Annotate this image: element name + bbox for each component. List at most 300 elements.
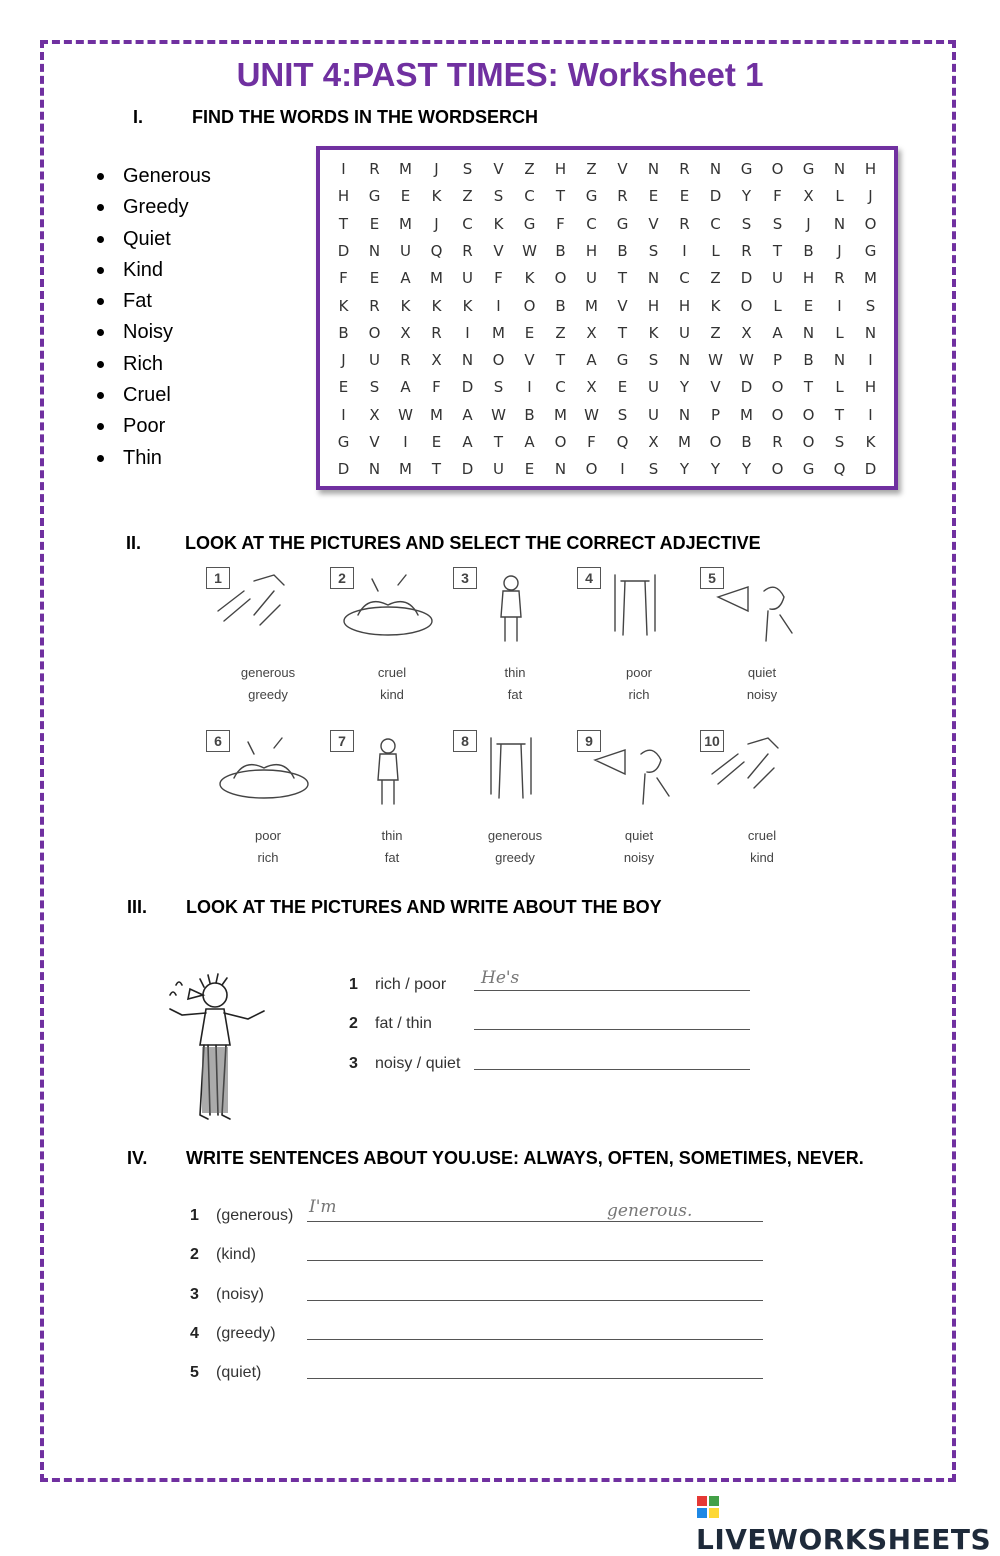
wordsearch-letter[interactable]: X: [400, 323, 411, 342]
wordsearch-letter[interactable]: O: [802, 405, 815, 424]
wordsearch-letter[interactable]: N: [368, 460, 381, 479]
wordsearch-letter[interactable]: B: [524, 405, 535, 424]
wordsearch-letter[interactable]: X: [803, 187, 814, 206]
wordsearch-letter[interactable]: Z: [710, 269, 721, 288]
wordsearch-letter[interactable]: F: [773, 187, 782, 206]
item-text: (noisy): [216, 1286, 265, 1303]
wordsearch-letter[interactable]: E: [617, 378, 628, 397]
wordsearch-letter[interactable]: T: [772, 241, 783, 260]
adjective-option[interactable]: rich: [628, 687, 650, 702]
wordsearch-letter[interactable]: R: [772, 433, 783, 451]
wordsearch-letter[interactable]: J: [341, 351, 346, 370]
wordsearch-letter[interactable]: T: [338, 214, 349, 233]
wordsearch-letter[interactable]: O: [368, 323, 381, 342]
answer-line[interactable]: [307, 1378, 763, 1379]
wordsearch-letter[interactable]: V: [617, 160, 628, 178]
wordsearch-row: [328, 347, 886, 374]
wordsearch-letter[interactable]: H: [647, 296, 660, 315]
wordsearch-letter[interactable]: F: [339, 269, 348, 288]
wordsearch-letter[interactable]: O: [740, 296, 753, 315]
worksheet-title: UNIT 4:PAST TIMES: Worksheet 1: [236, 56, 764, 93]
boy-illustration: [160, 965, 270, 1137]
wordsearch-letter[interactable]: I: [496, 296, 501, 315]
wordsearch-letter[interactable]: J: [837, 241, 842, 260]
wordsearch-letter[interactable]: A: [462, 433, 473, 451]
you-item-label: [190, 1246, 256, 1264]
section-number: IV.: [127, 1148, 148, 1168]
adjective-option[interactable]: noisy: [746, 687, 778, 702]
wordsearch-letter[interactable]: Y: [679, 460, 690, 479]
wordsearch-letter[interactable]: M: [430, 405, 443, 424]
section-number: III.: [127, 897, 148, 917]
wordsearch-row: [328, 320, 886, 347]
wordsearch-letter[interactable]: X: [741, 323, 752, 342]
wordsearch-letter[interactable]: B: [617, 241, 628, 260]
wordsearch-letter[interactable]: O: [802, 433, 815, 451]
wordsearch-letter[interactable]: N: [678, 351, 691, 370]
wordsearch-letter[interactable]: I: [403, 433, 408, 451]
wordsearch-grid[interactable]: [316, 146, 898, 490]
wordsearch-letter[interactable]: A: [524, 433, 535, 451]
wordsearch-row: [328, 402, 886, 429]
wordsearch-letter[interactable]: N: [802, 323, 815, 342]
wordsearch-letter[interactable]: X: [648, 433, 659, 451]
wordsearch-letter[interactable]: N: [647, 160, 660, 178]
wordsearch-letter[interactable]: B: [803, 241, 814, 260]
wordsearch-letter[interactable]: A: [586, 351, 597, 370]
wordsearch-letter[interactable]: D: [337, 460, 350, 479]
wordsearch-letter[interactable]: R: [679, 160, 690, 178]
section-text: FIND THE WORDS IN THE WORDSERCH: [192, 107, 538, 127]
wordsearch-letter[interactable]: X: [586, 378, 597, 397]
answer-line[interactable]: [474, 1069, 750, 1070]
wordsearch-letter[interactable]: K: [338, 296, 349, 315]
word-item: Quiet: [95, 225, 211, 256]
wordsearch-letter[interactable]: Z: [710, 323, 721, 342]
wordsearch-letter[interactable]: Z: [462, 187, 473, 206]
wordsearch-letter[interactable]: V: [524, 351, 535, 370]
wordsearch-letter[interactable]: H: [585, 241, 598, 260]
adjective-option[interactable]: noisy: [623, 850, 655, 865]
wordsearch-letter[interactable]: M: [399, 460, 412, 479]
word-item: Fat: [95, 287, 211, 318]
wordsearch-letter[interactable]: V: [369, 433, 380, 451]
wordsearch-letter[interactable]: V: [493, 160, 504, 178]
wordsearch-letter[interactable]: S: [493, 378, 504, 397]
wordsearch-letter[interactable]: U: [648, 378, 659, 397]
wordsearch-letter[interactable]: D: [461, 378, 474, 397]
wordsearch-letter[interactable]: K: [431, 296, 442, 315]
item-text: (generous): [216, 1207, 294, 1224]
item-text: fat / thin: [375, 1015, 432, 1032]
wordsearch-letter[interactable]: D: [864, 460, 877, 479]
wordsearch-letter[interactable]: A: [462, 405, 473, 424]
wordsearch-letter[interactable]: I: [341, 405, 346, 424]
section-number: II.: [126, 533, 142, 553]
wordsearch-letter[interactable]: S: [369, 378, 380, 397]
wordsearch-letter[interactable]: K: [648, 323, 659, 342]
wordsearch-letter[interactable]: A: [400, 269, 411, 288]
adjective-option[interactable]: greedy: [248, 687, 288, 702]
wordsearch-letter[interactable]: H: [864, 160, 877, 178]
wordsearch-letter[interactable]: L: [711, 241, 720, 260]
picture-number: 3: [453, 567, 477, 589]
wordsearch-letter[interactable]: O: [554, 269, 567, 288]
wordsearch-letter[interactable]: V: [710, 378, 721, 397]
wordsearch-letter[interactable]: L: [835, 187, 844, 206]
wordsearch-letter[interactable]: U: [462, 269, 473, 288]
wordsearch-letter[interactable]: S: [772, 214, 783, 233]
wordsearch-letter[interactable]: G: [337, 433, 350, 451]
answer-line[interactable]: [307, 1300, 763, 1301]
wordsearch-letter[interactable]: S: [648, 241, 659, 260]
wordsearch-letter[interactable]: U: [772, 269, 783, 288]
wordsearch-letter[interactable]: S: [617, 405, 628, 424]
wordsearch-letter[interactable]: T: [617, 323, 628, 342]
wordsearch-letter[interactable]: L: [835, 323, 844, 342]
wordsearch-letter[interactable]: E: [400, 187, 411, 206]
item-text: (quiet): [216, 1364, 262, 1381]
wordsearch-letter[interactable]: Y: [710, 460, 721, 479]
wordsearch-letter[interactable]: T: [803, 378, 814, 397]
wordsearch-letter[interactable]: K: [865, 433, 876, 451]
wordsearch-letter[interactable]: W: [739, 351, 754, 370]
section-text: WRITE SENTENCES ABOUT YOU.USE: ALWAYS, OFTEN, SOMETIMES, NEVER.: [186, 1148, 864, 1168]
you-item-label: [190, 1364, 261, 1382]
wordsearch-letter[interactable]: H: [337, 187, 350, 206]
wordsearch-letter[interactable]: G: [616, 351, 629, 370]
adjective-option[interactable]: quiet: [747, 665, 777, 680]
wordsearch-letter[interactable]: S: [493, 187, 504, 206]
wordsearch-letter[interactable]: E: [524, 460, 535, 479]
adjective-option[interactable]: fat: [384, 850, 400, 865]
wordsearch-letter[interactable]: S: [741, 214, 752, 233]
wordsearch-letter[interactable]: S: [834, 433, 845, 451]
adjective-option[interactable]: generous: [240, 665, 296, 680]
word-list: [95, 162, 211, 475]
wordsearch-letter[interactable]: B: [555, 241, 566, 260]
wordsearch-letter[interactable]: O: [492, 351, 505, 370]
wordsearch-letter[interactable]: H: [678, 296, 691, 315]
wordsearch-letter[interactable]: E: [369, 214, 380, 233]
word-item: Noisy: [95, 318, 211, 349]
picture-number: 6: [206, 730, 230, 752]
wordsearch-letter[interactable]: A: [772, 323, 783, 342]
wordsearch-letter[interactable]: B: [803, 351, 814, 370]
answer-line[interactable]: [307, 1221, 763, 1222]
answer-line[interactable]: [307, 1339, 763, 1340]
wordsearch-letter[interactable]: K: [710, 296, 721, 315]
item-text: (greedy): [216, 1325, 276, 1342]
wordsearch-letter[interactable]: Z: [586, 160, 597, 178]
wordsearch-letter[interactable]: D: [337, 241, 350, 260]
wordsearch-letter[interactable]: T: [617, 269, 628, 288]
picture-number: 10: [700, 730, 724, 752]
wordsearch-letter[interactable]: Z: [524, 160, 535, 178]
wordsearch-letter[interactable]: G: [802, 160, 815, 178]
adjective-option[interactable]: poor: [254, 828, 282, 843]
wordsearch-letter[interactable]: O: [554, 433, 567, 451]
adjective-option[interactable]: cruel: [747, 828, 777, 843]
wordsearch-letter[interactable]: R: [400, 351, 411, 370]
wordsearch-letter[interactable]: E: [338, 378, 349, 397]
adjective-option[interactable]: cruel: [377, 665, 407, 680]
word-item: Rich: [95, 350, 211, 381]
wordsearch-letter[interactable]: D: [709, 187, 722, 206]
item-text: noisy / quiet: [375, 1055, 461, 1072]
wordsearch-letter[interactable]: W: [491, 405, 506, 424]
wordsearch-letter[interactable]: I: [341, 160, 346, 178]
wordsearch-letter[interactable]: E: [803, 296, 814, 315]
wordsearch-letter[interactable]: H: [864, 378, 877, 397]
wordsearch-letter[interactable]: J: [434, 160, 439, 178]
wordsearch-letter[interactable]: U: [648, 405, 659, 424]
wordsearch-letter[interactable]: O: [771, 160, 784, 178]
wordsearch-letter[interactable]: O: [864, 214, 877, 233]
wordsearch-letter[interactable]: O: [709, 433, 722, 451]
wordsearch-letter[interactable]: O: [771, 460, 784, 479]
wordsearch-letter[interactable]: R: [741, 241, 752, 260]
wordsearch-letter[interactable]: C: [586, 214, 597, 233]
wordsearch-letter[interactable]: Y: [741, 187, 752, 206]
wordsearch-letter[interactable]: H: [802, 269, 815, 288]
wordsearch-letter[interactable]: B: [555, 296, 566, 315]
wordsearch-letter[interactable]: E: [648, 187, 659, 206]
wordsearch-letter[interactable]: M: [399, 214, 412, 233]
wordsearch-letter[interactable]: M: [585, 296, 598, 315]
item-number: 3: [349, 1055, 358, 1072]
wordsearch-letter[interactable]: H: [554, 160, 567, 178]
wordsearch-letter[interactable]: R: [834, 269, 845, 288]
wordsearch-letter[interactable]: N: [461, 351, 474, 370]
wordsearch-letter[interactable]: X: [431, 351, 442, 370]
answer-line[interactable]: [474, 990, 750, 991]
wordsearch-letter[interactable]: P: [710, 405, 721, 424]
wordsearch-letter[interactable]: R: [617, 187, 628, 206]
wordsearch-letter[interactable]: Q: [430, 241, 443, 260]
wordsearch-letter[interactable]: R: [679, 214, 690, 233]
wordsearch-letter[interactable]: F: [587, 433, 596, 451]
wordsearch-letter[interactable]: I: [620, 460, 625, 479]
picture-number: 5: [700, 567, 724, 589]
wordsearch-letter[interactable]: Q: [616, 433, 629, 451]
wordsearch-row: [328, 183, 886, 210]
wordsearch-letter[interactable]: N: [833, 351, 846, 370]
adjective-option[interactable]: fat: [507, 687, 523, 702]
wordsearch-letter[interactable]: K: [462, 296, 473, 315]
wordsearch-letter[interactable]: F: [432, 378, 441, 397]
wordsearch-letter[interactable]: N: [709, 160, 722, 178]
picture-number: 2: [330, 567, 354, 589]
wordsearch-letter[interactable]: U: [400, 241, 411, 260]
wordsearch-letter[interactable]: W: [708, 351, 723, 370]
wordsearch-letter[interactable]: N: [368, 241, 381, 260]
wordsearch-letter[interactable]: V: [648, 214, 659, 233]
wordsearch-letter[interactable]: B: [338, 323, 349, 342]
wordsearch-letter[interactable]: S: [648, 460, 659, 479]
wordsearch-letter[interactable]: G: [864, 241, 877, 260]
wordsearch-letter[interactable]: B: [741, 433, 752, 451]
wordsearch-letter[interactable]: U: [586, 269, 597, 288]
wordsearch-row: [328, 456, 886, 483]
item-number: 4: [190, 1325, 199, 1342]
wordsearch-letter[interactable]: S: [648, 351, 659, 370]
wordsearch-letter[interactable]: D: [740, 269, 753, 288]
logo-icon: [696, 1495, 720, 1519]
wordsearch-letter[interactable]: J: [434, 214, 439, 233]
wordsearch-letter[interactable]: K: [493, 214, 504, 233]
wordsearch-letter[interactable]: C: [679, 269, 690, 288]
wordsearch-letter[interactable]: C: [710, 214, 721, 233]
wordsearch-letter[interactable]: E: [369, 269, 380, 288]
wordsearch-letter[interactable]: U: [679, 323, 690, 342]
adjective-option[interactable]: rich: [257, 850, 279, 865]
adjective-option[interactable]: quiet: [624, 828, 654, 843]
wordsearch-letter[interactable]: T: [493, 433, 504, 451]
wordsearch-letter[interactable]: Z: [555, 323, 566, 342]
wordsearch-letter[interactable]: V: [493, 241, 504, 260]
wordsearch-letter[interactable]: U: [369, 351, 380, 370]
wordsearch-row: [328, 238, 886, 265]
wordsearch-letter[interactable]: I: [868, 351, 873, 370]
wordsearch-letter[interactable]: N: [833, 160, 846, 178]
picture-number: 9: [577, 730, 601, 752]
answer-text: I'm: [309, 1197, 337, 1217]
wordsearch-letter[interactable]: R: [462, 241, 473, 260]
item-number: 5: [190, 1364, 199, 1381]
wordsearch-letter[interactable]: Q: [833, 460, 846, 479]
wordsearch-letter[interactable]: C: [462, 214, 473, 233]
wordsearch-letter[interactable]: F: [494, 269, 503, 288]
wordsearch-row: [328, 265, 886, 292]
wordsearch-letter[interactable]: G: [585, 187, 598, 206]
wordsearch-row: [328, 156, 886, 183]
adjective-option[interactable]: poor: [625, 665, 653, 680]
adjective-option[interactable]: kind: [380, 687, 404, 702]
wordsearch-letter[interactable]: I: [837, 296, 842, 315]
section-text: LOOK AT THE PICTURES AND SELECT THE CORRECT ADJECTIVE: [185, 533, 761, 553]
wordsearch-letter[interactable]: W: [584, 405, 599, 424]
wordsearch-letter[interactable]: K: [431, 187, 442, 206]
wordsearch-row: [328, 429, 886, 456]
wordsearch-letter[interactable]: V: [617, 296, 628, 315]
wordsearch-letter[interactable]: E: [431, 433, 442, 451]
logo-text: LIVEWORKSHEETS: [696, 1523, 992, 1556]
wordsearch-letter[interactable]: G: [740, 160, 753, 178]
adjective-option[interactable]: greedy: [495, 850, 535, 865]
wordsearch-letter[interactable]: T: [834, 405, 845, 424]
wordsearch-letter[interactable]: P: [772, 351, 783, 370]
wordsearch-letter[interactable]: M: [430, 269, 443, 288]
wordsearch-letter[interactable]: G: [802, 460, 815, 479]
wordsearch-letter[interactable]: U: [493, 460, 504, 479]
wordsearch-letter[interactable]: M: [399, 160, 412, 178]
answer-text: generous.: [607, 1201, 693, 1221]
wordsearch-letter[interactable]: O: [523, 296, 536, 315]
boy-item-label: [349, 976, 446, 994]
wordsearch-letter[interactable]: S: [865, 296, 876, 315]
wordsearch-row: [328, 293, 886, 320]
wordsearch-letter[interactable]: W: [398, 405, 413, 424]
wordsearch-letter[interactable]: M: [678, 433, 691, 451]
item-number: 1: [349, 976, 358, 993]
wordsearch-letter[interactable]: M: [864, 269, 877, 288]
wordsearch-letter[interactable]: N: [647, 269, 660, 288]
wordsearch-letter[interactable]: D: [740, 378, 753, 397]
wordsearch-letter[interactable]: N: [554, 460, 567, 479]
wordsearch-letter[interactable]: N: [833, 214, 846, 233]
wordsearch-letter[interactable]: M: [740, 405, 753, 424]
wordsearch-letter[interactable]: L: [773, 296, 782, 315]
adjective-option[interactable]: thin: [381, 828, 403, 843]
wordsearch-letter[interactable]: N: [678, 405, 691, 424]
wordsearch-letter[interactable]: R: [369, 160, 380, 178]
wordsearch-letter[interactable]: I: [527, 378, 532, 397]
wordsearch-letter[interactable]: T: [555, 187, 566, 206]
wordsearch-letter[interactable]: E: [679, 187, 690, 206]
word-item: Cruel: [95, 381, 211, 412]
wordsearch-letter[interactable]: W: [522, 241, 537, 260]
wordsearch-letter[interactable]: T: [431, 460, 442, 479]
word-item: Greedy: [95, 193, 211, 224]
wordsearch-letter[interactable]: I: [465, 323, 470, 342]
adjective-option[interactable]: kind: [750, 850, 774, 865]
wordsearch-letter[interactable]: L: [835, 378, 844, 397]
wordsearch-letter[interactable]: G: [368, 187, 381, 206]
adjective-option[interactable]: generous: [487, 828, 543, 843]
wordsearch-letter[interactable]: R: [431, 323, 442, 342]
wordsearch-letter[interactable]: Y: [679, 378, 690, 397]
wordsearch-letter[interactable]: D: [461, 460, 474, 479]
wordsearch-letter[interactable]: J: [868, 187, 873, 206]
wordsearch-letter[interactable]: X: [369, 405, 380, 424]
wordsearch-letter[interactable]: G: [616, 214, 629, 233]
you-item-label: [190, 1286, 264, 1304]
wordsearch-letter[interactable]: M: [554, 405, 567, 424]
wordsearch-letter[interactable]: I: [868, 405, 873, 424]
wordsearch-letter[interactable]: X: [586, 323, 597, 342]
item-number: 3: [190, 1286, 199, 1303]
word-item: Thin: [95, 444, 211, 475]
answer-line[interactable]: [474, 1029, 750, 1030]
wordsearch-letter[interactable]: A: [400, 378, 411, 397]
answer-line[interactable]: [307, 1260, 763, 1261]
wordsearch-letter[interactable]: N: [864, 323, 877, 342]
wordsearch-letter[interactable]: C: [555, 378, 566, 397]
wordsearch-letter[interactable]: O: [771, 405, 784, 424]
wordsearch-letter[interactable]: F: [556, 214, 565, 233]
wordsearch-letter[interactable]: S: [462, 160, 473, 178]
wordsearch-letter[interactable]: J: [806, 214, 811, 233]
wordsearch-letter[interactable]: R: [369, 296, 380, 315]
wordsearch-letter[interactable]: T: [555, 351, 566, 370]
wordsearch-letter[interactable]: M: [492, 323, 505, 342]
item-number: 1: [190, 1207, 199, 1224]
word-item: Poor: [95, 412, 211, 443]
wordsearch-letter[interactable]: K: [400, 296, 411, 315]
wordsearch-letter[interactable]: Y: [741, 460, 752, 479]
wordsearch-letter[interactable]: K: [524, 269, 535, 288]
wordsearch-letter[interactable]: C: [524, 187, 535, 206]
wordsearch-letter[interactable]: G: [523, 214, 536, 233]
wordsearch-letter[interactable]: E: [524, 323, 535, 342]
item-number: 2: [190, 1246, 199, 1263]
word-item: Generous: [95, 162, 211, 193]
wordsearch-letter[interactable]: O: [585, 460, 598, 479]
adjective-option[interactable]: thin: [504, 665, 526, 680]
wordsearch-letter[interactable]: O: [771, 378, 784, 397]
wordsearch-letter[interactable]: I: [682, 241, 687, 260]
